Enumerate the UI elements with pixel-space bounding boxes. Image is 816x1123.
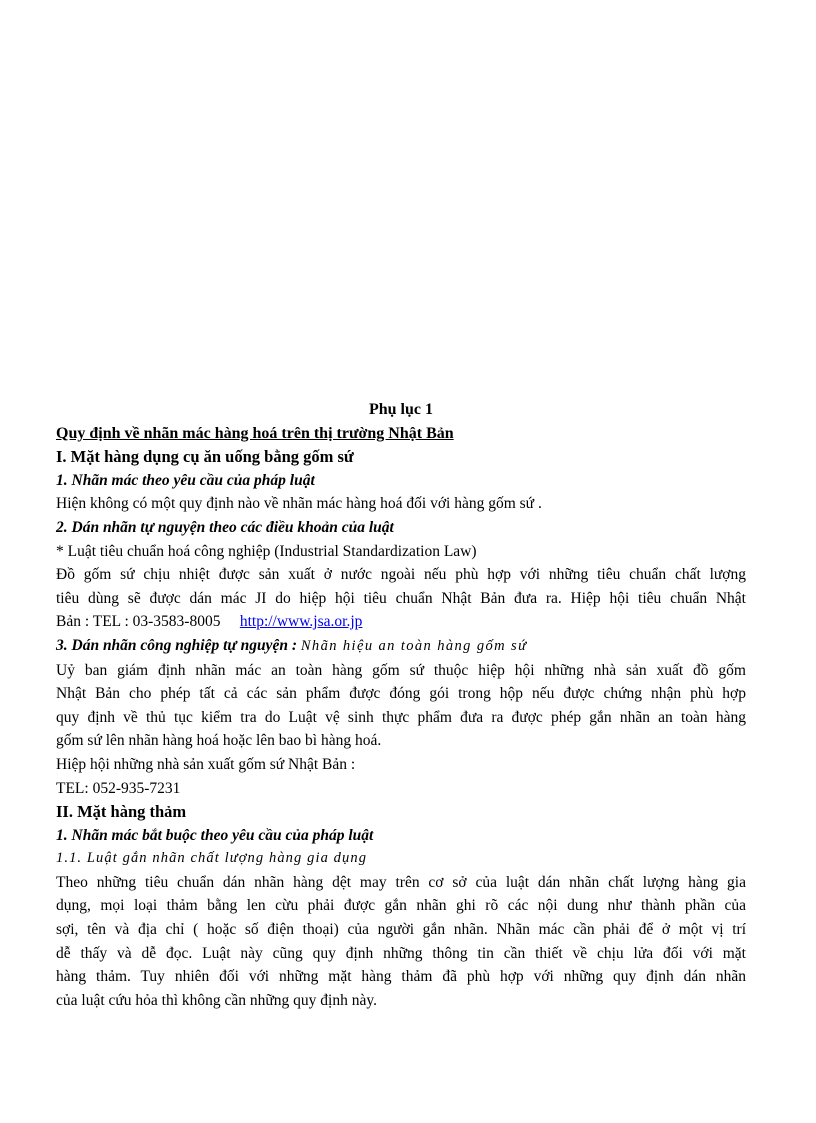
paragraph-line: gốm sứ lên nhãn hàng hoá hoặc lên bao bì hàng hoá. [56,732,382,750]
paragraph-line: quy định về thủ tục kiểm tra do Luật vệ sinh thực phẩm đưa ra được phép gắn nhãn an toàn hàng [56,708,746,726]
paragraph-line: Đồ gốm sứ chịu nhiệt được sản xuất ở nước ngoài nếu phù hợp với những tiêu chuẩn chất lượng [56,566,746,584]
association-name: Hiệp hội những nhà sản xuất gốm sứ Nhật Bản : [56,755,356,773]
law-reference: * Luật tiêu chuẩn hoá công nghiệp (Industrial Standardization Law) [56,542,477,560]
section-1-1-text: Hiện không có một quy định nào về nhãn mác hàng hoá đối với hàng gốm sứ . [56,495,542,513]
section-1-3-heading [56,634,746,659]
page-title: Phụ lục 1 [368,401,433,418]
tel-text: Bản : TEL : 03-3583-8005 [56,613,221,631]
section-1-heading: I. Mặt hàng dụng cụ ăn uống bằng gốm sứ [56,447,354,467]
document-page [56,398,746,1012]
paragraph-line: Theo những tiêu chuẩn dán nhãn hàng dệt may trên cơ sở của luật dán nhãn chất lượng hàng gia [56,873,746,891]
paragraph-line: hàng thảm. Tuy nhiên đối với những mặt hàng thảm đã phù hợp với những quy định dán nhãn [56,968,746,986]
jsa-link[interactable]: http://www.jsa.or.jp [239,613,363,631]
section-1-1-heading: 1. Nhãn mác theo yêu cầu của pháp luật [56,471,315,489]
paragraph-line: Nhật Bản cho phép tất cả các sản phẩm được đóng gói trong hộp nếu được chứng nhận phù hợp [56,685,746,703]
paragraph-line: sợi, tên và địa chỉ ( hoặc số điện thoại) của người gắn nhãn. Nhãn mác cần phải để ở một vị trí [56,921,746,939]
paragraph-line: Uỷ ban giám định nhãn mác an toàn hàng gốm sứ thuộc hiệp hội những nhà sản xuất đồ gốm [56,661,746,679]
paragraph-line: của luật cứu hỏa thì không cần những quy định này. [56,991,377,1009]
section-1-3-heading-spaced: Nhãn hiệu an toàn hàng gốm sứ [300,637,528,654]
paragraph-line: dễ thấy và dễ đọc. Luật này cũng quy định những thông tin cần thiết về chịu lửa đối với mặt [56,944,746,962]
paragraph-line: dụng, mọi loại thảm bằng len cừu phải được gắn nhãn ghi rõ các nội dung như thành phần của [56,897,746,915]
tel-line [56,610,746,634]
section-1-3-heading-bold: 3. Dán nhãn công nghiệp tự nguyện : [56,636,297,654]
paragraph-line: tiêu dùng sẽ được dán mác JI do hiệp hội tiêu chuẩn Nhật Bản đưa ra. Hiệp hội tiêu chuẩn Nhật [56,589,746,607]
section-1-2-heading: 2. Dán nhãn tự nguyện theo các điều khoản của luật [56,518,394,536]
section-2-1-1-heading: 1.1. Luật gắn nhãn chất lượng hàng gia dụng [56,850,368,867]
document-subtitle: Quy định về nhãn mác hàng hoá trên thị trường Nhật Bản [56,424,454,442]
section-2-heading: II. Mặt hàng thảm [56,802,187,822]
association-tel: TEL: 052-935-7231 [56,779,181,797]
section-2-1-heading: 1. Nhãn mác bắt buộc theo yêu cầu của pháp luật [56,826,374,844]
